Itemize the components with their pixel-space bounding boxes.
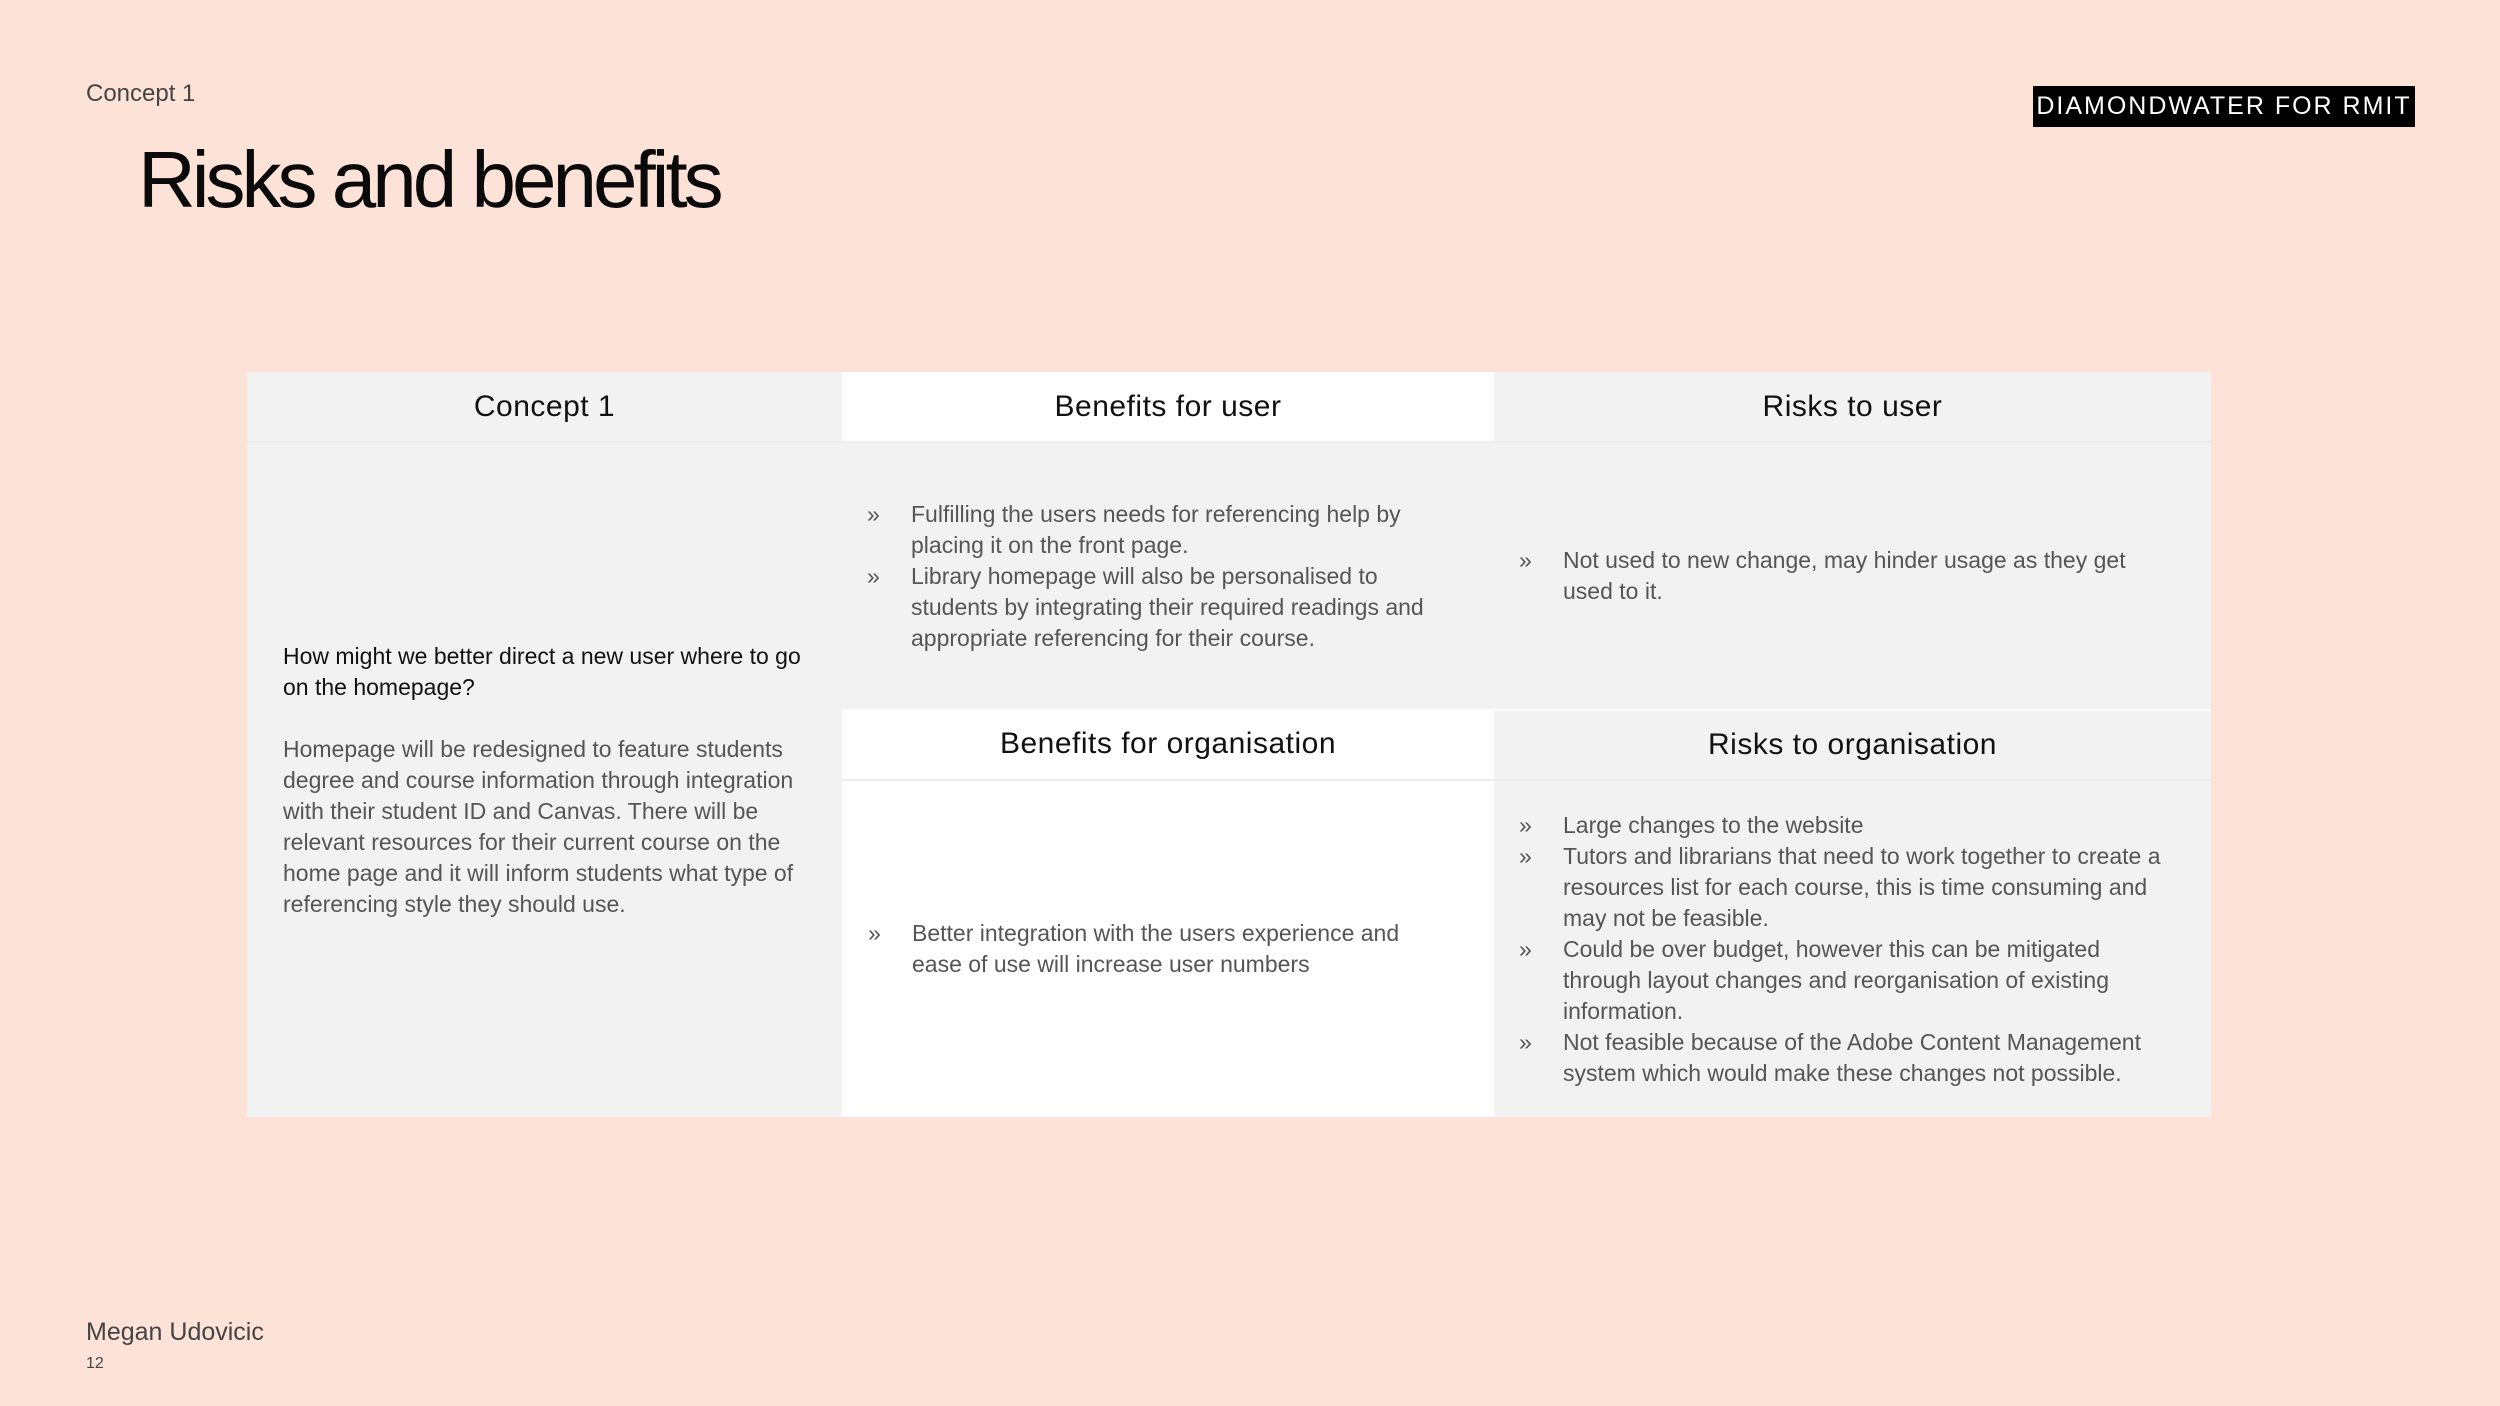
author-name: Megan Udovicic xyxy=(86,1318,264,1346)
risks-org-cell xyxy=(1494,781,2211,1117)
concept-body xyxy=(247,443,842,1117)
risks-user-list xyxy=(1519,545,2181,607)
risks-user-header: Risks to user xyxy=(1494,372,2211,443)
list-item: » Could be over budget, however this can be mitigated through layout changes and reorganisation of existing information. xyxy=(1519,934,2161,1027)
risks-org-list xyxy=(1519,810,2161,1089)
page-number: 12 xyxy=(86,1355,104,1372)
benefits-org-header: Benefits for organisation xyxy=(842,709,1494,781)
section-label: Concept 1 xyxy=(86,80,196,107)
benefits-org-cell xyxy=(842,781,1494,1117)
benefits-user-header: Benefits for user xyxy=(842,372,1494,443)
brand-badge: DIAMONDWATER FOR RMIT xyxy=(2033,86,2415,127)
list-item: » Not used to new change, may hinder usage as they get used to it. xyxy=(1519,545,2181,607)
list-item: » Fulfilling the users needs for referencing help by placing it on the front page. xyxy=(867,499,1464,561)
page-title: Risks and benefits xyxy=(138,135,720,224)
benefits-user-cell xyxy=(842,443,1494,709)
list-item: » Large changes to the website xyxy=(1519,810,2161,841)
risks-user-cell xyxy=(1494,443,2211,709)
list-item: » Tutors and librarians that need to work together to create a resources list for each course, this is time consuming and may not be feasible. xyxy=(1519,841,2161,934)
risks-org-header: Risks to organisation xyxy=(1494,709,2211,781)
concept-question: How might we better direct a new user where to go on the homepage? xyxy=(283,642,801,700)
list-item: » Better integration with the users experience and ease of use will increase user numbers xyxy=(868,918,1454,980)
benefits-org-list xyxy=(868,918,1454,980)
concept-header: Concept 1 xyxy=(247,372,842,443)
list-item: » Library homepage will also be personalised to students by integrating their required readings and appropriate referencing for their course. xyxy=(867,561,1464,654)
concept-description: Homepage will be redesigned to feature students degree and course information through integration with their student ID and Canvas. There will be relevant resources for their current course on the home page and it will inform students what type of referencing style they should use. xyxy=(283,735,794,917)
list-item: » Not feasible because of the Adobe Content Management system which would make these changes not possible. xyxy=(1519,1027,2161,1089)
risks-benefits-table xyxy=(247,372,2211,1117)
benefits-user-list xyxy=(867,499,1464,654)
